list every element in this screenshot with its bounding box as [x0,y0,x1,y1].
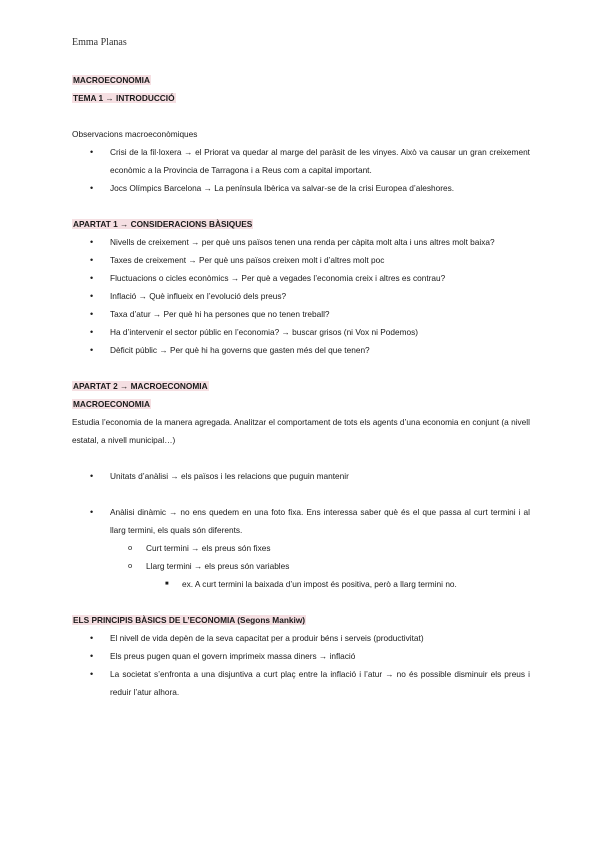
macroeconomia-subheading: MACROECONOMIA [73,399,150,409]
list-item: • La societat s’enfronta a una disjuntiva a curt plaç entre la inflació i l’atur → no és possible disminuir els preus i reduir l’atur alhora. [72,665,530,701]
course-title: MACROECONOMIA [73,75,150,85]
list-item: • Unitats d’anàlisi → els països i les relacions que puguin mantenir [72,467,530,485]
author-header: Emma Planas [72,37,127,48]
list-item: • Crisi de la fil·loxera → el Priorat va quedar al marge del paràsit de les vinyes. Això va causar un gran creixement econòmic a la Provincia de Tarragona i a Reus com a capital important. [72,143,530,179]
sub-list-item: o Llarg termini → els preus són variables [72,557,530,575]
list-item: • Fluctuacions o cicles econòmics → Per què a vegades l’economia creix i altres es contrau? [72,269,530,287]
sub-sub-list-item: ■ ex. A curt termini la baixada d’un impost és positiva, però a llarg termini no. [72,575,530,593]
analisi-list [72,503,530,539]
apartat1-heading: APARTAT 1 → CONSIDERACIONS BÀSIQUES [73,219,253,229]
sub-list-item: o Curt termini → els preus són fixes [72,539,530,557]
tema-title: TEMA 1 → INTRODUCCIÓ [73,93,175,103]
list-item: • Inflació → Què influeix en l’evolució dels preus? [72,287,530,305]
apartat1-list [72,233,530,359]
list-item: • Nivells de creixement → per què uns països tenen una renda per càpita molt alta i uns altres molt baixa? [72,233,530,251]
list-item: • Dèficit públic → Per què hi ha governs que gasten més del que tenen? [72,341,530,359]
principis-list [72,629,530,701]
list-item: • Taxa d’atur → Per què hi ha persones que no tenen treball? [72,305,530,323]
document-body [72,71,530,701]
observacions-list [72,143,530,197]
list-item: • Jocs Olímpics Barcelona → La península Ibèrica va salvar-se de la crisi Europea d’aleshores. [72,179,530,197]
macroeconomia-paragraph: Estudia l’economia de la manera agregada. Analitzar el comportament de tots els agents d’una economia en conjunt (a nivell estatal, a nivell municipal…) [72,417,530,445]
unitats-list [72,467,530,485]
list-item: • Taxes de creixement → Per què uns països creixen molt i d’altres molt poc [72,251,530,269]
observacions-heading: Observacions macroeconòmiques [72,129,198,139]
list-item: • El nivell de vida depèn de la seva capacitat per a produir béns i serveis (productivitat) [72,629,530,647]
list-item: • Ha d’intervenir el sector públic en l’economia? → buscar grisos (ni Vox ni Podemos) [72,323,530,341]
principis-heading: ELS PRINCIPIS BÀSICS DE L’ECONOMIA (Segons Mankiw) [73,615,306,625]
list-item: • Els preus pugen quan el govern imprimeix massa diners → inflació [72,647,530,665]
apartat2-heading: APARTAT 2 → MACROECONOMIA [73,381,208,391]
list-item: • Anàlisi dinàmic → no ens quedem en una foto fixa. Ens interessa saber què és el que passa al curt termini i al llarg termini, els quals són diferents. [72,503,530,539]
